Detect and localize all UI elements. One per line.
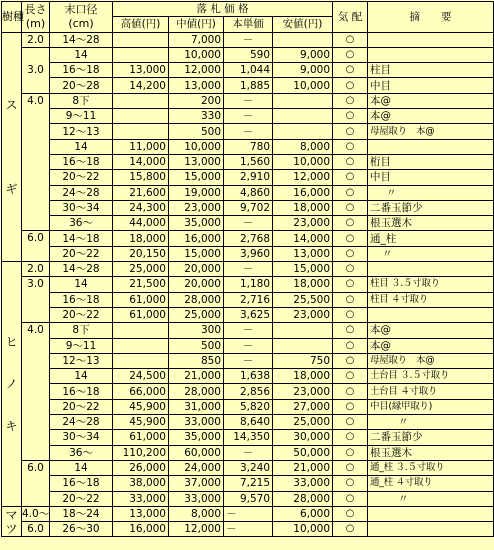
unit-price-cell: － — [224, 506, 273, 521]
unit-price-cell: 5,820 — [224, 399, 273, 414]
remark-cell: 中目(縁甲取り) — [368, 399, 494, 414]
table-row — [2, 93, 494, 108]
diameter-cell: 20～28 — [50, 78, 113, 93]
high-cell: 14,200 — [113, 78, 169, 93]
mid-price-header: 中値(円) — [169, 17, 224, 32]
diameter-cell: 16～18 — [50, 384, 113, 399]
circle-icon: ○ — [333, 109, 368, 124]
table-row — [2, 522, 494, 537]
mid-cell: 200 — [169, 93, 224, 108]
remark-cell: 通_柱 ３.５寸取り — [368, 460, 494, 475]
diameter-cell: 14～28 — [50, 32, 113, 47]
circle-icon: ○ — [333, 353, 368, 368]
mid-cell: 21,000 — [169, 369, 224, 384]
diameter-cell: 12～13 — [50, 124, 113, 139]
table-row — [2, 154, 494, 169]
unit-price-cell: 590 — [224, 47, 273, 62]
diameter-cell: 14 — [50, 277, 113, 292]
mid-cell: 35,000 — [169, 430, 224, 445]
species-char: ツ — [5, 521, 18, 536]
circle-icon: ○ — [333, 47, 368, 62]
diameter-cell: 14 — [50, 460, 113, 475]
circle-icon: ○ — [333, 124, 368, 139]
diameter-cell: 20～22 — [50, 170, 113, 185]
high-cell: 33,000 — [113, 491, 169, 506]
low-cell: 6,000 — [273, 506, 333, 521]
remark-cell: 〃 — [368, 185, 494, 200]
circle-icon: ○ — [333, 277, 368, 292]
circle-icon: ○ — [333, 460, 368, 475]
diameter-cell: 26～30 — [50, 522, 113, 537]
high-cell: 45,900 — [113, 399, 169, 414]
unit-price-cell: 1,638 — [224, 369, 273, 384]
diameter-cell: 16～18 — [50, 63, 113, 78]
remark-cell: 中目 — [368, 170, 494, 185]
species-char: ス — [5, 97, 18, 112]
mid-cell: 20,000 — [169, 277, 224, 292]
table-row — [2, 506, 494, 521]
unit-price-cell: － — [224, 353, 273, 368]
remark-cell: 母屋取り 本@ — [368, 124, 494, 139]
note-header: 気 配 — [333, 2, 368, 33]
high-cell: 13,000 — [113, 506, 169, 521]
high-cell — [113, 47, 169, 62]
mid-cell: 15,000 — [169, 170, 224, 185]
remark-cell: 本@ — [368, 109, 494, 124]
diameter-cell: 8下 — [50, 323, 113, 338]
table-row — [2, 47, 494, 62]
diameter-cell: 16～18 — [50, 476, 113, 491]
high-cell: 26,000 — [113, 460, 169, 475]
low-cell — [273, 32, 333, 47]
mid-cell: 7,000 — [169, 32, 224, 47]
diameter-cell: 36～ — [50, 445, 113, 460]
remark-cell — [368, 307, 494, 322]
mid-cell: 8,000 — [169, 506, 224, 521]
high-cell — [113, 109, 169, 124]
high-cell: 61,000 — [113, 307, 169, 322]
remark-cell: 根玉選木 — [368, 445, 494, 460]
table-row — [2, 353, 494, 368]
species-cell-matsu — [2, 506, 22, 537]
table-row — [2, 369, 494, 384]
table-row — [2, 384, 494, 399]
length-cell: 3.0 — [22, 47, 50, 93]
remark-cell: 〃 — [368, 415, 494, 430]
table-row — [2, 399, 494, 414]
unit-price-cell: － — [224, 323, 273, 338]
remarks-header: 摘 要 — [368, 2, 494, 33]
low-cell: 10,000 — [273, 154, 333, 169]
high-cell: 45,900 — [113, 415, 169, 430]
diameter-cell: 30～34 — [50, 200, 113, 215]
mid-cell: 12,000 — [169, 522, 224, 537]
high-cell: 24,500 — [113, 369, 169, 384]
table-row — [2, 170, 494, 185]
low-cell: 25,500 — [273, 292, 333, 307]
table-row — [2, 32, 494, 47]
high-cell: 21,600 — [113, 185, 169, 200]
length-cell: 6.0 — [22, 231, 50, 262]
mid-cell: 28,000 — [169, 384, 224, 399]
high-cell: 66,000 — [113, 384, 169, 399]
unit-price-cell: － — [224, 32, 273, 47]
low-cell — [273, 124, 333, 139]
table-row — [2, 63, 494, 78]
table-row — [2, 231, 494, 246]
low-cell: 18,000 — [273, 200, 333, 215]
remark-cell: 土台目 ３.５寸取り — [368, 369, 494, 384]
low-cell: 15,000 — [273, 262, 333, 277]
unit-price-cell: 3,960 — [224, 246, 273, 261]
unit-price-cell: － — [224, 93, 273, 108]
low-cell: 28,000 — [273, 491, 333, 506]
diameter-header-unit: (cm) — [68, 16, 94, 30]
circle-icon: ○ — [333, 522, 368, 537]
length-header-unit: (m) — [25, 16, 46, 30]
mid-cell: 31,000 — [169, 399, 224, 414]
high-cell: 25,000 — [113, 262, 169, 277]
low-cell: 9,000 — [273, 47, 333, 62]
remark-cell — [368, 522, 494, 537]
high-price-header: 高値(円) — [113, 17, 169, 32]
mid-cell: 60,000 — [169, 445, 224, 460]
unit-price-cell: 7,215 — [224, 476, 273, 491]
diameter-cell: 24～28 — [50, 185, 113, 200]
mid-cell: 28,000 — [169, 292, 224, 307]
unit-price-cell: 3,240 — [224, 460, 273, 475]
table-row — [2, 185, 494, 200]
low-cell: 14,000 — [273, 231, 333, 246]
unit-price-cell: 4,860 — [224, 185, 273, 200]
low-cell: 750 — [273, 353, 333, 368]
unit-price-cell: － — [224, 338, 273, 353]
diameter-cell: 9～11 — [50, 338, 113, 353]
low-cell: 50,000 — [273, 445, 333, 460]
circle-icon: ○ — [333, 170, 368, 185]
length-cell: 3.0 — [22, 277, 50, 323]
mid-cell: 20,000 — [169, 262, 224, 277]
high-cell: 20,150 — [113, 246, 169, 261]
mid-cell: 850 — [169, 353, 224, 368]
circle-icon: ○ — [333, 307, 368, 322]
table-row — [2, 200, 494, 215]
high-cell — [113, 323, 169, 338]
circle-icon: ○ — [333, 63, 368, 78]
circle-icon: ○ — [333, 231, 368, 246]
diameter-cell: 36～ — [50, 216, 113, 231]
table-row — [2, 307, 494, 322]
length-cell: 4.0 — [22, 93, 50, 231]
table-row — [2, 246, 494, 261]
circle-icon: ○ — [333, 185, 368, 200]
circle-icon: ○ — [333, 200, 368, 215]
species-char: ヒ — [5, 334, 18, 349]
high-cell — [113, 32, 169, 47]
diameter-cell: 18～24 — [50, 506, 113, 521]
high-cell — [113, 353, 169, 368]
high-cell — [113, 93, 169, 108]
circle-icon: ○ — [333, 384, 368, 399]
mid-cell: 500 — [169, 124, 224, 139]
low-cell: 23,000 — [273, 307, 333, 322]
unit-price-cell: 9,570 — [224, 491, 273, 506]
mid-cell: 19,000 — [169, 185, 224, 200]
mid-cell: 33,000 — [169, 415, 224, 430]
species-cell-hinoki — [2, 262, 22, 507]
high-cell: 44,000 — [113, 216, 169, 231]
length-cell: 4.0～ — [22, 507, 50, 520]
mid-cell: 300 — [169, 323, 224, 338]
high-cell — [113, 338, 169, 353]
high-cell: 24,300 — [113, 200, 169, 215]
low-cell — [273, 323, 333, 338]
diameter-cell: 12～13 — [50, 353, 113, 368]
unit-price-cell: 14,350 — [224, 430, 273, 445]
low-cell: 10,000 — [273, 522, 333, 537]
mid-cell: 25,000 — [169, 307, 224, 322]
unit-price-cell: 2,768 — [224, 231, 273, 246]
length-cell: 2.0 — [22, 32, 50, 47]
timber-price-table — [1, 1, 494, 537]
unit-price-cell: － — [224, 124, 273, 139]
circle-icon: ○ — [333, 216, 368, 231]
remark-cell — [368, 47, 494, 62]
unit-price-cell: 1,180 — [224, 277, 273, 292]
mid-cell: 24,000 — [169, 460, 224, 475]
diameter-cell: 24～28 — [50, 415, 113, 430]
high-cell: 13,000 — [113, 63, 169, 78]
table-row — [2, 292, 494, 307]
low-cell: 18,000 — [273, 277, 333, 292]
diameter-cell: 14～18 — [50, 231, 113, 246]
unit-price-cell: － — [224, 216, 273, 231]
remark-cell: 本@ — [368, 93, 494, 108]
unit-price-cell: 3,625 — [224, 307, 273, 322]
length-header-label: 長さ — [24, 2, 47, 16]
table-row — [2, 445, 494, 460]
high-cell: 61,000 — [113, 292, 169, 307]
remark-cell: 桁目 — [368, 154, 494, 169]
table-row — [2, 323, 494, 338]
circle-icon: ○ — [333, 139, 368, 154]
remark-cell: 本@ — [368, 338, 494, 353]
high-cell: 18,000 — [113, 231, 169, 246]
mid-cell: 330 — [169, 109, 224, 124]
low-cell: 33,000 — [273, 476, 333, 491]
circle-icon: ○ — [333, 262, 368, 277]
remark-cell: 通_柱 ４寸取り — [368, 476, 494, 491]
unit-price-cell: 2,910 — [224, 170, 273, 185]
circle-icon: ○ — [333, 399, 368, 414]
price-group-header: 落 札 価 格 — [113, 2, 333, 17]
circle-icon: ○ — [333, 506, 368, 521]
table-row — [2, 139, 494, 154]
circle-icon: ○ — [333, 491, 368, 506]
species-char: キ — [5, 418, 18, 433]
low-cell: 23,000 — [273, 384, 333, 399]
remark-cell: 〃 — [368, 246, 494, 261]
table-row — [2, 124, 494, 139]
species-char: ノ — [5, 376, 18, 391]
low-cell — [273, 109, 333, 124]
species-char: ギ — [5, 181, 18, 196]
circle-icon: ○ — [333, 292, 368, 307]
remark-cell: 二番玉節少 — [368, 430, 494, 445]
low-cell: 10,000 — [273, 78, 333, 93]
remark-cell: 土台目 ４寸取り — [368, 384, 494, 399]
diameter-cell: 9～11 — [50, 109, 113, 124]
unit-price-cell: － — [224, 109, 273, 124]
unit-price-cell: 2,856 — [224, 384, 273, 399]
remark-cell: 二番玉節少 — [368, 200, 494, 215]
remark-cell: 〃 — [368, 491, 494, 506]
remark-cell: 柱目 — [368, 63, 494, 78]
low-price-header: 安値(円) — [273, 17, 333, 32]
diameter-cell: 30～34 — [50, 430, 113, 445]
remark-cell: 中目 — [368, 78, 494, 93]
high-cell: 110,200 — [113, 445, 169, 460]
mid-cell: 13,000 — [169, 154, 224, 169]
remark-cell: 母屋取り 本@ — [368, 353, 494, 368]
low-cell — [273, 338, 333, 353]
circle-icon: ○ — [333, 338, 368, 353]
high-cell: 15,800 — [113, 170, 169, 185]
high-cell: 16,000 — [113, 522, 169, 537]
low-cell: 21,000 — [273, 460, 333, 475]
diameter-cell: 20～22 — [50, 246, 113, 261]
length-cell: 2.0 — [22, 262, 50, 277]
mid-cell: 500 — [169, 338, 224, 353]
remark-cell: 柱目 ４寸取り — [368, 292, 494, 307]
species-header: 樹種 — [2, 2, 22, 33]
circle-icon: ○ — [333, 93, 368, 108]
low-cell: 27,000 — [273, 399, 333, 414]
diameter-header — [50, 2, 113, 33]
unit-price-header: 本単価 — [224, 17, 273, 32]
unit-price-cell: 2,716 — [224, 292, 273, 307]
table-row — [2, 216, 494, 231]
high-cell — [113, 124, 169, 139]
remark-cell — [368, 32, 494, 47]
remark-cell — [368, 262, 494, 277]
low-cell — [273, 93, 333, 108]
unit-price-cell: 1,044 — [224, 63, 273, 78]
circle-icon: ○ — [333, 430, 368, 445]
remark-cell: 通_柱 — [368, 231, 494, 246]
length-cell: 6.0 — [22, 460, 50, 506]
table-row — [2, 430, 494, 445]
diameter-cell: 8下 — [50, 93, 113, 108]
unit-price-cell: 1,885 — [224, 78, 273, 93]
diameter-cell: 20～22 — [50, 399, 113, 414]
diameter-cell: 14～28 — [50, 262, 113, 277]
diameter-cell: 16～18 — [50, 292, 113, 307]
table-row — [2, 338, 494, 353]
diameter-cell: 14 — [50, 47, 113, 62]
diameter-cell: 14 — [50, 139, 113, 154]
remark-cell — [368, 506, 494, 521]
circle-icon: ○ — [333, 32, 368, 47]
diameter-cell: 20～22 — [50, 491, 113, 506]
circle-icon: ○ — [333, 476, 368, 491]
species-cell-sugi — [2, 32, 22, 261]
mid-cell: 12,000 — [169, 63, 224, 78]
unit-price-cell: 1,560 — [224, 154, 273, 169]
table-row — [2, 277, 494, 292]
mid-cell: 15,000 — [169, 246, 224, 261]
mid-cell: 37,000 — [169, 476, 224, 491]
circle-icon: ○ — [333, 154, 368, 169]
mid-cell: 13,000 — [169, 78, 224, 93]
remark-cell: 本@ — [368, 323, 494, 338]
mid-cell: 10,000 — [169, 139, 224, 154]
table-row — [2, 78, 494, 93]
mid-cell: 10,000 — [169, 47, 224, 62]
high-cell: 61,000 — [113, 430, 169, 445]
low-cell: 30,000 — [273, 430, 333, 445]
unit-price-cell: 9,702 — [224, 200, 273, 215]
low-cell: 9,000 — [273, 63, 333, 78]
table-row — [2, 262, 494, 277]
circle-icon: ○ — [333, 246, 368, 261]
unit-price-cell: 8,640 — [224, 415, 273, 430]
mid-cell: 16,000 — [169, 231, 224, 246]
length-cell: 6.0 — [22, 522, 50, 537]
circle-icon: ○ — [333, 78, 368, 93]
length-cell: 4.0 — [22, 323, 50, 461]
low-cell: 12,000 — [273, 170, 333, 185]
low-cell: 18,000 — [273, 369, 333, 384]
unit-price-cell: 780 — [224, 139, 273, 154]
high-cell: 38,000 — [113, 476, 169, 491]
high-cell: 11,000 — [113, 139, 169, 154]
length-header — [22, 2, 50, 33]
mid-cell: 33,000 — [169, 491, 224, 506]
circle-icon: ○ — [333, 445, 368, 460]
low-cell: 8,000 — [273, 139, 333, 154]
table-row — [2, 109, 494, 124]
unit-price-cell: － — [224, 445, 273, 460]
table-row — [2, 491, 494, 506]
unit-price-cell: － — [224, 522, 273, 537]
circle-icon: ○ — [333, 369, 368, 384]
high-cell: 21,500 — [113, 277, 169, 292]
unit-price-cell: － — [224, 262, 273, 277]
mid-cell: 35,000 — [169, 216, 224, 231]
low-cell: 16,000 — [273, 185, 333, 200]
mid-cell: 23,000 — [169, 200, 224, 215]
low-cell: 23,000 — [273, 216, 333, 231]
species-char: マ — [5, 507, 18, 522]
diameter-cell: 20～22 — [50, 307, 113, 322]
diameter-header-label: 末口径 — [64, 2, 98, 16]
remark-cell: 柱目 ３.５寸取り — [368, 277, 494, 292]
table-row — [2, 476, 494, 491]
diameter-cell: 16～18 — [50, 154, 113, 169]
low-cell: 25,000 — [273, 415, 333, 430]
remark-cell — [368, 139, 494, 154]
remark-cell: 根玉選木 — [368, 216, 494, 231]
table-row — [2, 415, 494, 430]
circle-icon: ○ — [333, 323, 368, 338]
table-row — [2, 460, 494, 475]
circle-icon: ○ — [333, 415, 368, 430]
diameter-cell: 14 — [50, 369, 113, 384]
high-cell: 14,000 — [113, 154, 169, 169]
low-cell: 13,000 — [273, 246, 333, 261]
